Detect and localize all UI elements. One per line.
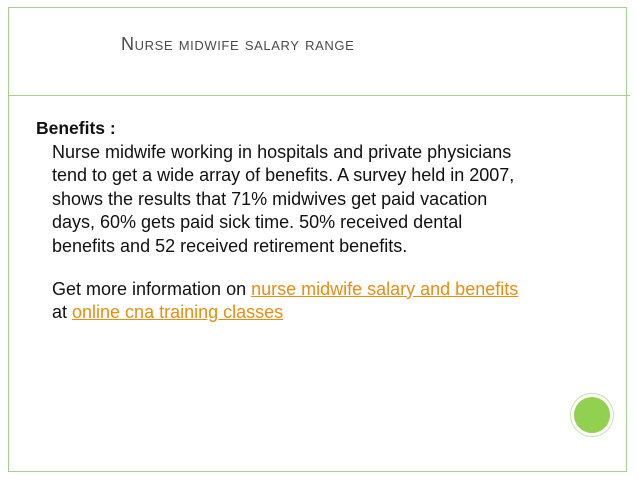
benefits-paragraph: Nurse midwife working in hospitals and private physicians tend to get a wide array of benefits. A survey held in 2007, shows the results that 71% midwives get paid vacation days, 60% gets paid sick time. 50% received dental benefits and 52 received retirement benefits. — [52, 141, 515, 256]
info-prefix: Get more information on — [52, 278, 252, 299]
spacer — [36, 259, 576, 278]
decorative-green-circle — [571, 394, 613, 436]
cna-training-link[interactable]: online cna training classes — [72, 302, 284, 323]
info-paragraph — [36, 278, 526, 325]
title-divider — [8, 95, 630, 96]
benefits-heading: Benefits : — [36, 118, 116, 138]
info-middle: at — [52, 302, 73, 323]
slide-content — [36, 117, 576, 325]
salary-benefits-link[interactable]: nurse midwife salary and benefits — [251, 278, 519, 299]
slide-title: Nurse midwife salary range — [121, 34, 355, 54]
